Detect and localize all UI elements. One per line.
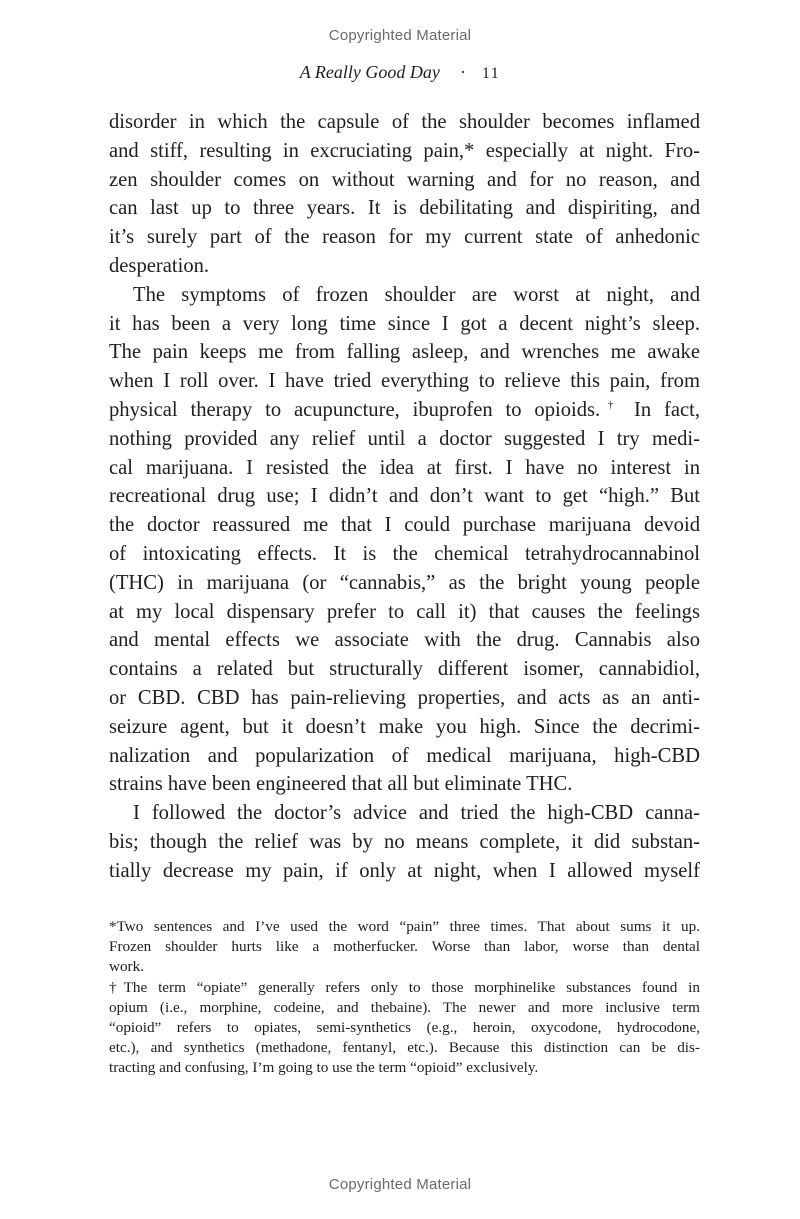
paragraph-3 xyxy=(109,799,700,885)
text-line: of intoxicating effects. It is the chemical tetrahydrocannabinol xyxy=(109,542,700,565)
footnote-line: etc.), and synthetics (methadone, fentanyl, etc.). Because this distinction can be dis- xyxy=(109,1039,700,1057)
text-line: strains have been engineered that all but eliminate THC. xyxy=(109,773,573,796)
footnote-line: *Two sentences and I’ve used the word “pain” three times. That about sums it up. xyxy=(109,918,700,935)
text-line: disorder in which the capsule of the shoulder becomes inflamed xyxy=(109,111,700,133)
footnote-dagger xyxy=(109,978,700,1079)
text-line: or CBD. CBD has pain-relieving properties, and acts as an anti- xyxy=(109,686,700,709)
body-text xyxy=(109,108,700,886)
text-line: bis; though the relief was by no means complete, it did substan- xyxy=(109,830,700,853)
running-head xyxy=(0,62,800,83)
page-number: 11 xyxy=(481,65,501,82)
text-line: nalization and popularization of medical marijuana, high-CBD xyxy=(109,744,700,767)
footnote-line: Frozen shoulder hurts like a motherfucker. Worse than labor, worse than dental xyxy=(109,938,700,956)
text-line: zen shoulder comes on without warning and for no reason, and xyxy=(109,168,700,191)
text-line: The symptoms of frozen shoulder are worst at night, and xyxy=(133,283,700,306)
text-line: recreational drug use; I didn’t and don’t want to get “high.” But xyxy=(109,485,700,508)
text-line: it’s surely part of the reason for my current state of anhedonic xyxy=(109,226,700,249)
text-line: I followed the doctor’s advice and tried the high-CBD canna- xyxy=(133,802,700,825)
footnote-line: “opioid” refers to opiates, semi-synthetics (e.g., heroin, oxycodone, hydrocodone, xyxy=(109,1019,700,1037)
text-line: can last up to three years. It is debilitating and dispiriting, and xyxy=(109,197,700,220)
footnote-line: work. xyxy=(109,958,145,976)
footnote-asterisk xyxy=(109,917,700,978)
text-line: and stiff, resulting in excruciating pain,* especially at night. Fro- xyxy=(109,139,700,162)
text-line: it has been a very long time since I got a decent night’s sleep. xyxy=(109,312,700,335)
paragraph-1 xyxy=(109,108,700,281)
footnote-line: opium (i.e., morphine, codeine, and thebaine). The newer and more inclusive term xyxy=(109,998,700,1016)
text-line-with-dagger xyxy=(109,396,700,425)
text-line: cal marijuana. I resisted the idea at first. I have no interest in xyxy=(109,456,700,479)
footnote-line: †The term “opiate” generally refers only to those morphinelike substances found in xyxy=(109,978,700,996)
text-line: nothing provided any relief until a doctor suggested I try medi- xyxy=(109,427,700,450)
footnotes xyxy=(109,917,700,1079)
running-head-separator: · xyxy=(459,62,466,82)
text-line: tially decrease my pain, if only at night, when I allowed myself xyxy=(109,859,700,882)
text-line: seizure agent, but it doesn’t make you high. Since the decrimi- xyxy=(109,715,700,738)
text-line: and mental effects we associate with the drug. Cannabis also xyxy=(109,629,700,652)
copyright-watermark-bottom: Copyrighted Material xyxy=(328,1176,472,1193)
text-line: desperation. xyxy=(109,254,210,277)
text-line: (THC) in marijuana (or “cannabis,” as the bright young people xyxy=(109,571,700,594)
text-segment: physical therapy to acupuncture, ibuprofen to opioids. xyxy=(109,398,601,421)
text-line: The pain keeps me from falling asleep, and wrenches me awake xyxy=(109,341,700,364)
text-segment: In fact, xyxy=(621,398,700,421)
footnote-line: tracting and confusing, I’m going to use the term “opioid” exclusively. xyxy=(109,1059,539,1077)
dagger-footnote-mark: † xyxy=(600,398,622,411)
text-line: at my local dispensary prefer to call it) that causes the feelings xyxy=(109,600,700,623)
text-line: when I roll over. I have tried everything to relieve this pain, from xyxy=(109,370,700,393)
book-title: A Really Good Day xyxy=(299,62,440,82)
copyright-watermark-top: Copyrighted Material xyxy=(328,27,472,44)
text-line: contains a related but structurally different isomer, cannabidiol, xyxy=(109,658,700,681)
paragraph-2 xyxy=(109,281,700,799)
text-line: the doctor reassured me that I could purchase marijuana devoid xyxy=(109,514,700,537)
